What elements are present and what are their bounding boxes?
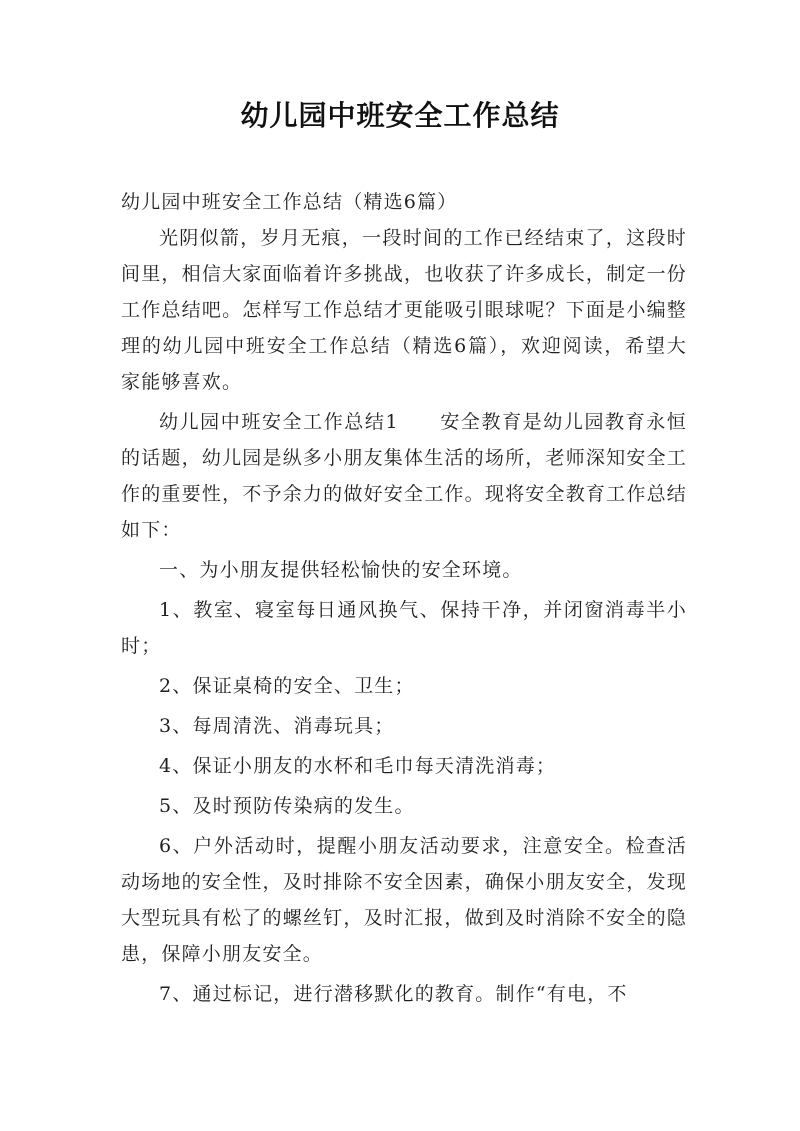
list-item: 4、保证小朋友的水杯和毛巾每天清洗消毒； — [159, 755, 557, 777]
list-item: 6、户外活动时，提醒小朋友活动要求，注意安全。检查活动场地的安全性，及时排除不安全因素，确保小朋友安全，发现大型玩具有松了的螺丝钉，及时汇报，做到及时消除不安全的隐患，保障小朋友安全。 — [121, 835, 687, 965]
document-body — [121, 184, 687, 1012]
section-paragraph: 幼儿园中班安全工作总结1 安全教育是幼儿园教育永恒的话题，幼儿园是纵多小朋友集体生活的场所，老师深知安全工作的重要性，不予余力的做好安全工作。现将安全教育工作总结如下： — [121, 411, 687, 541]
document-title: 幼儿园中班安全工作总结 — [240, 99, 560, 132]
list-item: 2、保证桌椅的安全、卫生； — [159, 675, 415, 697]
document-subtitle: 幼儿园中班安全工作总结（精选6篇） — [121, 191, 458, 213]
list-item: 3、每周清洗、消毒玩具； — [159, 715, 395, 737]
intro-paragraph: 光阴似箭，岁月无痕，一段时间的工作已经结束了，这段时间里，相信大家面临着许多挑战，也收获了许多成长，制定一份工作总结吧。怎样写工作总结才更能吸引眼球呢？下面是小编整理的幼儿园中班安全工作总结（精选6篇），欢迎阅读，希望大家能够喜欢。 — [121, 227, 687, 393]
section-heading: 一、为小朋友提供轻松愉快的安全环境。 — [159, 559, 523, 581]
list-item: 5、及时预防传染病的发生。 — [159, 795, 415, 817]
list-item: 7、通过标记，进行潜移默化的教育。制作“有电，不 — [159, 983, 628, 1005]
list-item: 1、教室、寝室每日通风换气、保持干净，并闭窗消毒半小时； — [121, 599, 687, 657]
